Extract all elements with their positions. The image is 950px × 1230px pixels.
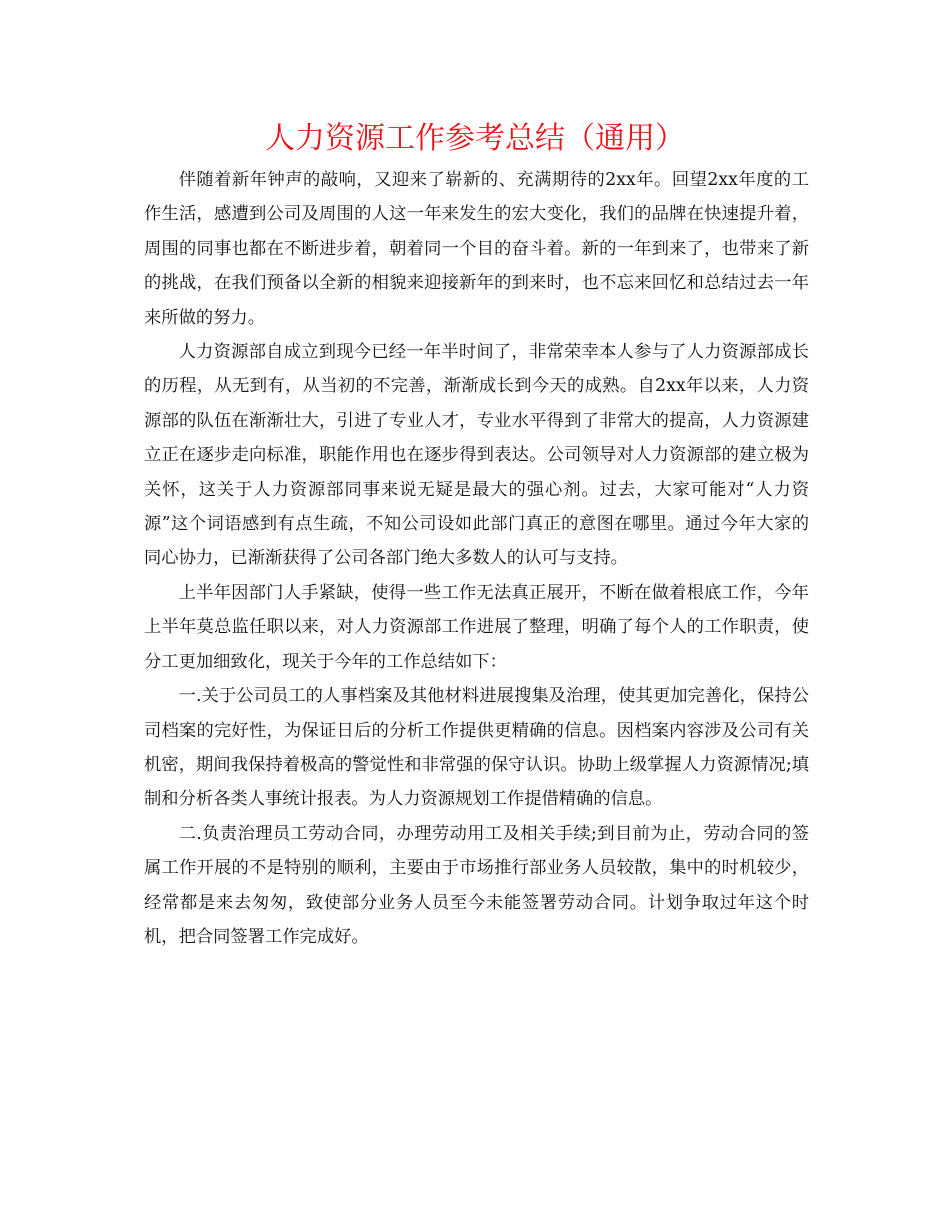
paragraph-item-two: 二.负责治理员工劳动合同，办理劳动用工及相关手续;到目前为止，劳动合同的签属工作开展的不是特别的顺利，主要由于市场推行部业务人员较散，集中的时机较少，经常都是来去匆匆，致使部分业务人员至今未能签署劳动合同。计划争取过年这个时机，把合同签署工作完成好。 [144, 823, 809, 947]
document-title: 人力资源工作参考总结（通用） [265, 121, 685, 156]
paragraph-item-one: 一.关于公司员工的人事档案及其他材料进展搜集及治理，使其更加完善化，保持公司档案的完好性，为保证日后的分析工作提供更精确的信息。因档案内容涉及公司有关机密，期间我保持着极高的警觉性和非常强的保守认识。协助上级掌握人力资源情况;填制和分析各类人事统计报表。为人力资源规划工作提借精确的信息。 [144, 686, 809, 810]
paragraph-department-history: 人力资源部自成立到现今已经一年半时间了，非常荣幸本人参与了人力资源部成长的历程，从无到有，从当初的不完善，渐渐成长到今天的成熟。自2xx年以来，人力资源部的队伍在渐渐壮大，引进了专业人才，专业水平得到了非常大的提高，人力资源建立正在逐步走向标准，职能作用也在逐步得到表达。公司领导对人力资源部的建立极为关怀，这关于人力资源部同事来说无疑是最大的强心剂。过去，大家可能对“人力资源”这个词语感到有点生疏，不知公司设如此部门真正的意图在哪里。通过今年大家的同心协力，已渐渐获得了公司各部门绝大多数人的认可与支持。 [144, 342, 809, 569]
document-body [144, 163, 809, 954]
paragraph-intro: 伴随着新年钟声的敲响，又迎来了崭新的、充满期待的2xx年。回望2xx年度的工作生活，感遭到公司及周围的人这一年来发生的宏大变化，我们的品牌在快速提升着，周围的同事也都在不断进步着，朝着同一个目的奋斗着。新的一年到来了，也带来了新的挑战，在我们预备以全新的相貌来迎接新年的到来时，也不忘来回忆和总结过去一年来所做的努力。 [144, 170, 809, 328]
paragraph-first-half: 上半年因部门人手紧缺，使得一些工作无法真正展开，不断在做着根底工作，今年上半年莫总监任职以来，对人力资源部工作进展了整理，明确了每个人的工作职责，使分工更加细致化，现关于今年的工作总结如下： [144, 582, 809, 672]
